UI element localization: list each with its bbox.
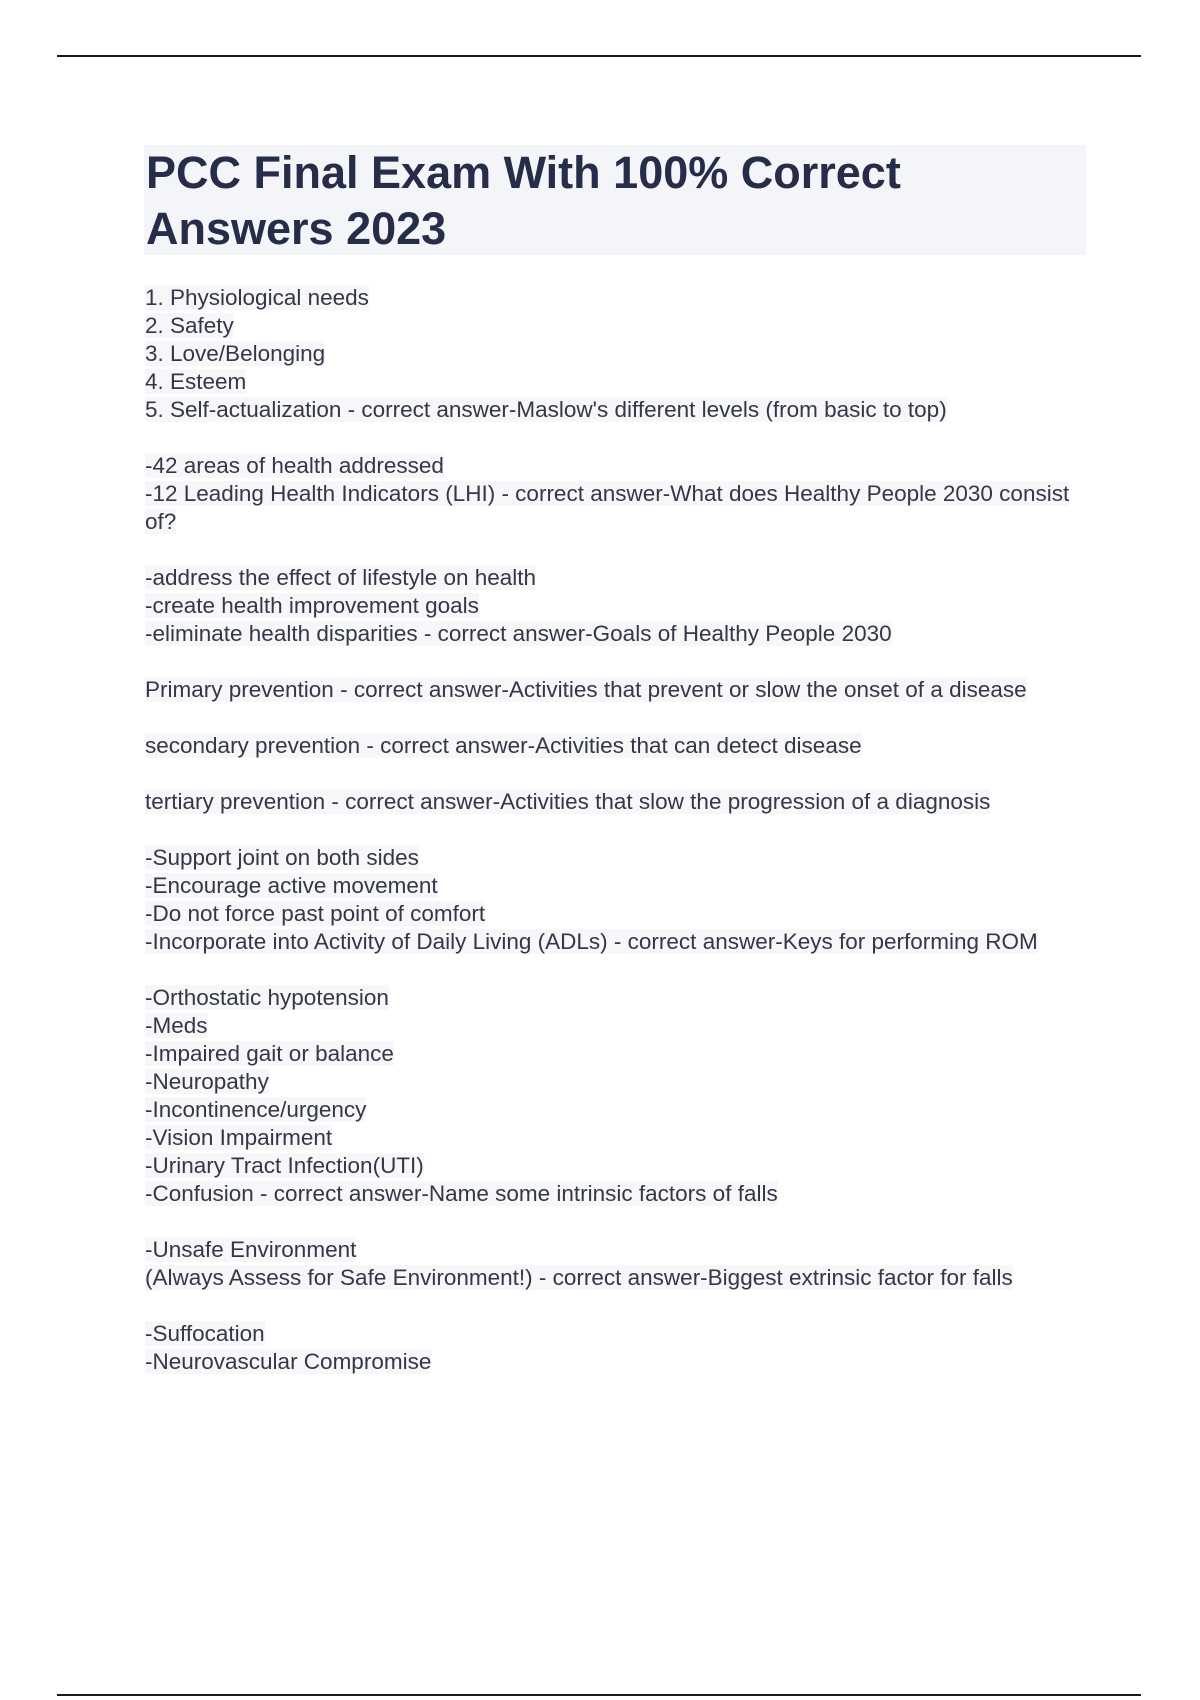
text-line: -Unsafe Environment	[145, 1237, 357, 1262]
text-line: -address the effect of lifestyle on health	[145, 565, 537, 590]
text-line: tertiary prevention - correct answer-Activities that slow the progression of a diagnosis	[145, 789, 991, 814]
qa-block-healthy-people-consist	[145, 452, 1085, 536]
text-line: -Do not force past point of comfort	[145, 901, 486, 926]
text-line: -Suffocation	[145, 1321, 265, 1346]
text-line: 1. Physiological needs	[145, 285, 369, 310]
text-line: -Incorporate into Activity of Daily Living (ADLs) - correct answer-Keys for performing ROM	[145, 929, 1038, 954]
qa-block-tertiary-prevention	[145, 788, 1085, 816]
qa-block-restraint-risks	[145, 1320, 1085, 1376]
qa-block-healthy-people-goals	[145, 564, 1085, 648]
text-line: -create health improvement goals	[145, 593, 479, 618]
text-line: (Always Assess for Safe Environment!) - correct answer-Biggest extrinsic factor for falls	[145, 1265, 1013, 1290]
text-line: -eliminate health disparities - correct answer-Goals of Healthy People 2030	[145, 621, 892, 646]
text-line: -42 areas of health addressed	[145, 453, 444, 478]
text-line: 5. Self-actualization - correct answer-Maslow's different levels (from basic to top)	[145, 397, 947, 422]
bottom-divider	[57, 1694, 1141, 1696]
document-body	[145, 284, 1085, 1404]
text-line: -Orthostatic hypotension	[145, 985, 389, 1010]
text-line: -Vision Impairment	[145, 1125, 333, 1150]
text-line: -12 Leading Health Indicators (LHI) - correct answer-What does Healthy People 2030 consist of?	[145, 481, 1070, 534]
text-line: -Neurovascular Compromise	[145, 1349, 432, 1374]
text-line: -Support joint on both sides	[145, 845, 419, 870]
text-line: -Confusion - correct answer-Name some intrinsic factors of falls	[145, 1181, 778, 1206]
text-line: -Incontinence/urgency	[145, 1097, 367, 1122]
qa-block-primary-prevention	[145, 676, 1085, 704]
text-line: -Encourage active movement	[145, 873, 438, 898]
text-line: 3. Love/Belonging	[145, 341, 326, 366]
text-line: -Urinary Tract Infection(UTI)	[145, 1153, 424, 1178]
text-line: 2. Safety	[145, 313, 234, 338]
text-line: Primary prevention - correct answer-Activities that prevent or slow the onset of a disease	[145, 677, 1027, 702]
text-line: -Impaired gait or balance	[145, 1041, 394, 1066]
qa-block-extrinsic-falls	[145, 1236, 1085, 1292]
text-line: 4. Esteem	[145, 369, 247, 394]
qa-block-secondary-prevention	[145, 732, 1085, 760]
text-line: -Meds	[145, 1013, 208, 1038]
qa-block-maslow	[145, 284, 1085, 424]
text-line: -Neuropathy	[145, 1069, 269, 1094]
top-divider	[57, 55, 1141, 57]
text-line: secondary prevention - correct answer-Activities that can detect disease	[145, 733, 862, 758]
document-title: PCC Final Exam With 100% Correct Answers 2023	[146, 147, 901, 254]
qa-block-rom-keys	[145, 844, 1085, 956]
qa-block-intrinsic-falls	[145, 984, 1085, 1208]
